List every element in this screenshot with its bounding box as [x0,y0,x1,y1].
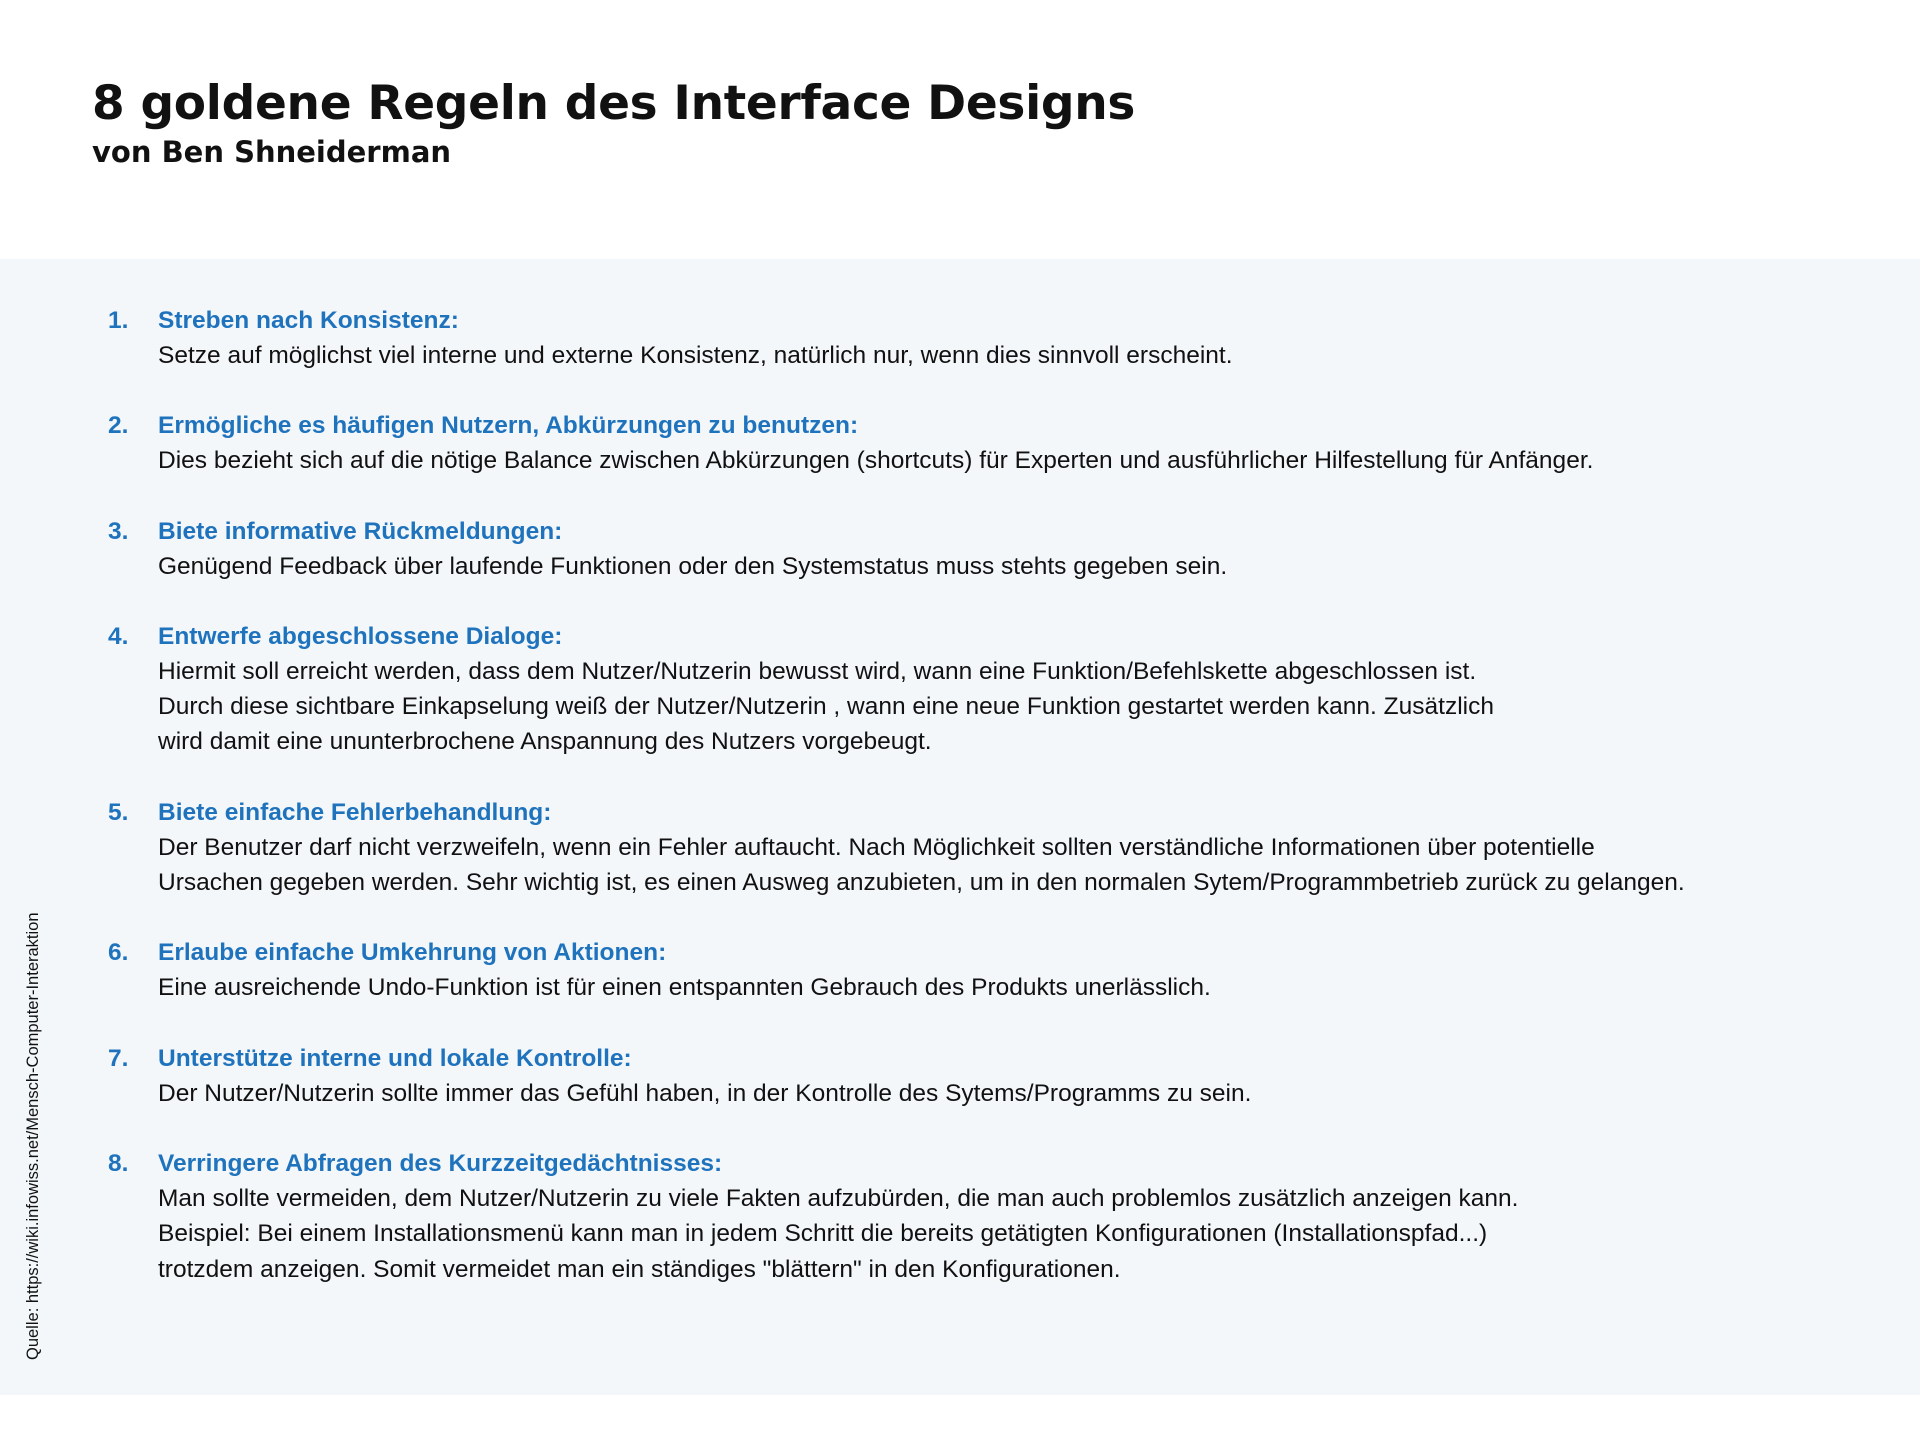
rule-number: 2. [108,412,129,440]
rule-description-line: Durch diese sichtbare Einkapselung weiß der Nutzer/Nutzerin , wann eine neue Funktion gestartet werden kann. Zusätzlich [158,693,1494,721]
rule-description-line: Der Nutzer/Nutzerin sollte immer das Gefühl haben, in der Kontrolle des Sytems/Programms zu sein. [158,1079,1252,1107]
rule-description [158,1181,1898,1287]
rule-description [158,1076,1898,1111]
rule-number: 7. [108,1044,129,1072]
rule-item [108,1041,1898,1111]
rule-description [158,338,1898,373]
rule-item [108,303,1898,373]
source-citation: Quelle: https://wiki.infowiss.net/Mensch-Computer-Interaktion [24,912,42,1360]
rule-heading: Streben nach Konsistenz: [158,307,459,334]
rule-description-line: Man sollte vermeiden, dem Nutzer/Nutzerin zu viele Fakten aufzubürden, die man auch problemlos zusätzlich anzeigen kann. [158,1184,1519,1212]
rule-heading: Erlaube einfache Umkehrung von Aktionen: [158,939,667,967]
header [0,0,1920,259]
rule-number: 6. [108,939,129,967]
rules-list [108,303,1898,1322]
rule-heading: Ermögliche es häufigen Nutzern, Abkürzungen zu benutzen: [158,412,859,440]
rule-item [108,408,1898,478]
page-title: 8 goldene Regeln des Interface Designs [92,76,1136,131]
rule-description [158,830,1898,901]
rule-description-line: trotzdem anzeigen. Somit vermeidet man ein ständiges "blättern" in den Konfigurationen. [158,1255,1121,1283]
rule-item [108,935,1898,1005]
rule-description-line: Dies bezieht sich auf die nötige Balance zwischen Abkürzungen (shortcuts) für Experten und ausführlicher Hilfestellung für Anfänger. [158,447,1594,475]
rule-description-line: Ursachen gegeben werden. Sehr wichtig ist, es einen Ausweg anzubieten, um in den normalen Sytem/Programmbetrieb zurück zu gelangen. [158,869,1685,897]
rule-description [158,970,1898,1005]
rule-item [108,795,1898,901]
rule-description [158,654,1898,760]
rule-item [108,619,1898,760]
rule-number: 8. [108,1149,129,1177]
rule-number: 1. [108,307,129,334]
rule-description-line: Eine ausreichende Undo-Funktion ist für einen entspannten Gebrauch des Produkts unerlässlich. [158,974,1211,1002]
rule-description-line: Der Benutzer darf nicht verzweifeln, wenn ein Fehler auftaucht. Nach Möglichkeit sollten verständliche Informationen über potentielle [158,833,1595,861]
rule-heading: Unterstütze interne und lokale Kontrolle: [158,1044,632,1072]
rule-heading: Entwerfe abgeschlossene Dialoge: [158,622,563,650]
page-subtitle: von Ben Shneiderman [92,135,452,169]
rule-number: 4. [108,622,129,650]
rule-number: 5. [108,798,129,826]
rule-number: 3. [108,517,129,545]
rule-description-line: Genügend Feedback über laufende Funktionen oder den Systemstatus muss stehts gegeben sein. [158,552,1228,580]
rule-heading: Biete einfache Fehlerbehandlung: [158,798,552,826]
rule-description-line: Hiermit soll erreicht werden, dass dem Nutzer/Nutzerin bewusst wird, wann eine Funktion/Befehlskette abgeschlossen ist. [158,657,1477,685]
rule-description [158,549,1898,584]
rule-description [158,443,1898,478]
rule-description-line: Setze auf möglichst viel interne und externe Konsistenz, natürlich nur, wenn dies sinnvoll erscheint. [158,342,1233,369]
rule-heading: Biete informative Rückmeldungen: [158,517,563,545]
rule-item [108,514,1898,584]
rule-heading: Verringere Abfragen des Kurzzeitgedächtnisses: [158,1149,723,1177]
rule-description-line: wird damit eine ununterbrochene Anspannung des Nutzers vorgebeugt. [158,728,932,756]
rule-description-line: Beispiel: Bei einem Installationsmenü kann man in jedem Schritt die bereits getätigten Konfigurationen (Installationspfad...) [158,1220,1488,1248]
rule-item [108,1146,1898,1287]
